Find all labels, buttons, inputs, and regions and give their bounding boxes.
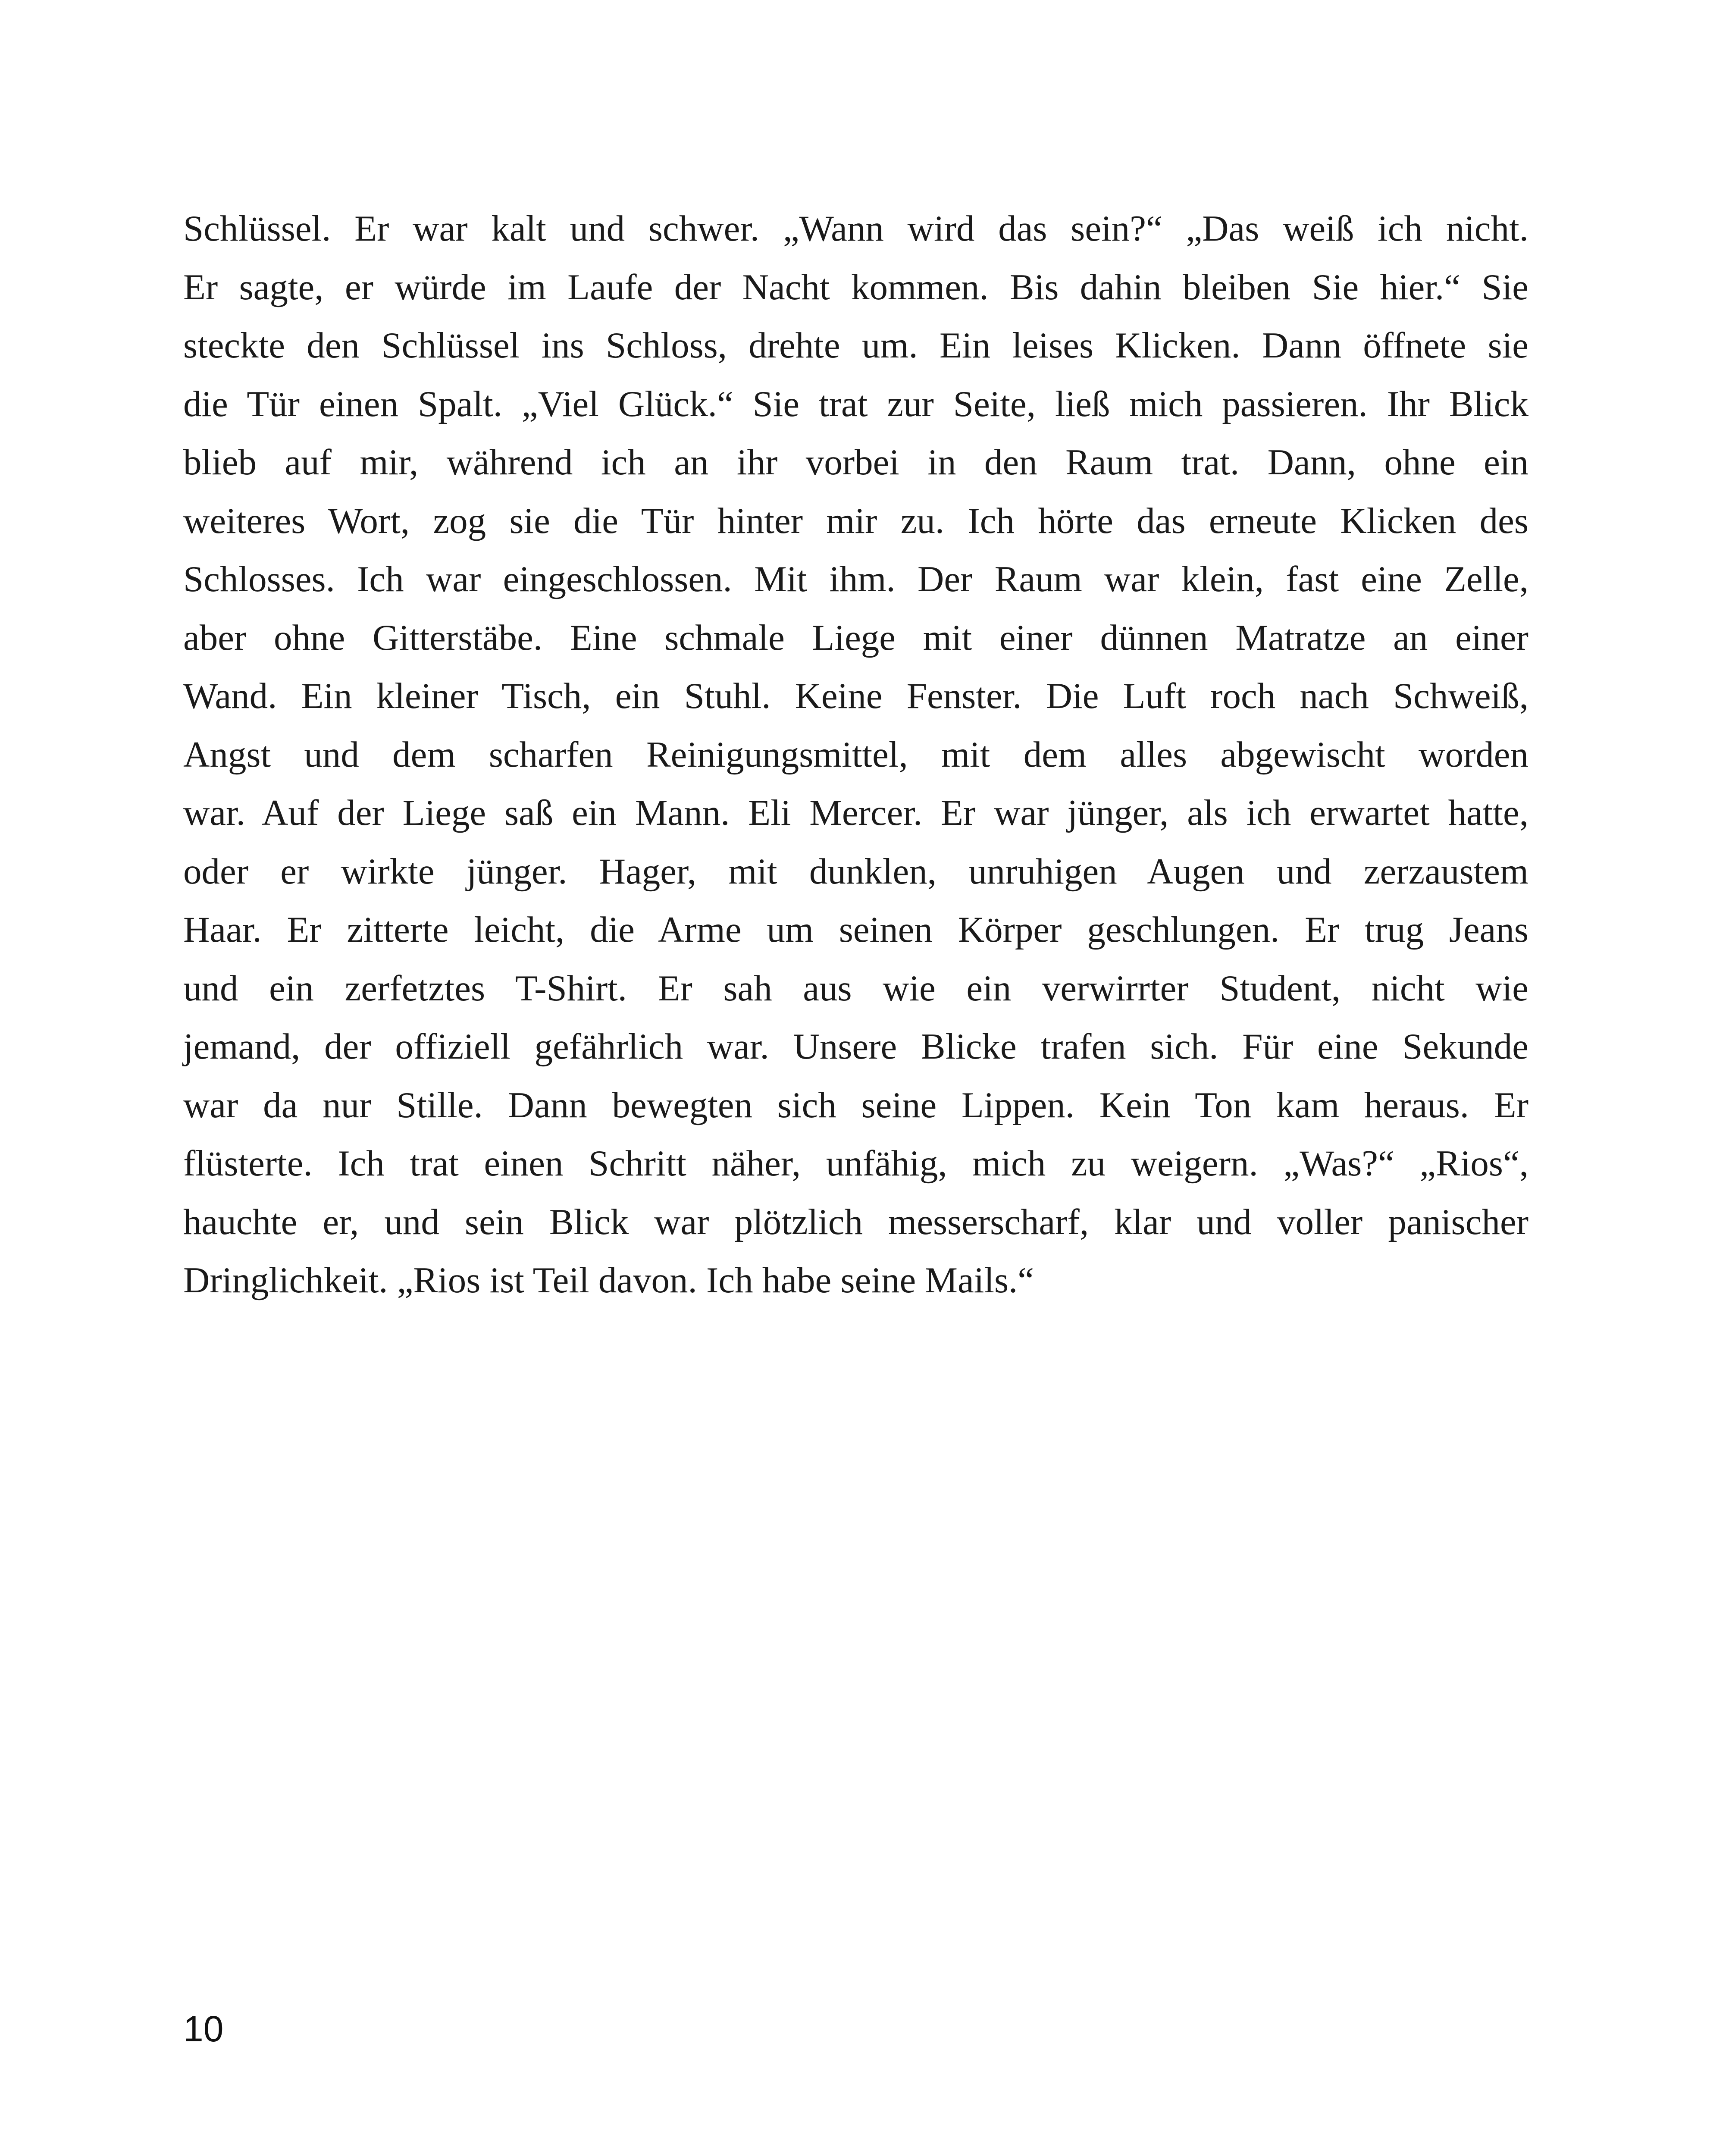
- text-line: hauchte er, und sein Blick war plötzlich messerscharf, klar und voller panischer: [183, 1201, 1528, 1242]
- body-paragraph: [183, 200, 1528, 1310]
- text-line: Wand. Ein kleiner Tisch, ein Stuhl. Keine Fenster. Die Luft roch nach Schweiß,: [183, 676, 1528, 716]
- text-line: Schlosses. Ich war eingeschlossen. Mit ihm. Der Raum war klein, fast eine Zelle,: [183, 559, 1528, 599]
- text-line: war da nur Stille. Dann bewegten sich seine Lippen. Kein Ton kam heraus. Er: [183, 1084, 1528, 1125]
- page-number: 10: [183, 2009, 224, 2049]
- text-line: jemand, der offiziell gefährlich war. Unsere Blicke trafen sich. Für eine Sekunde: [183, 1026, 1528, 1067]
- text-line: Schlüssel. Er war kalt und schwer. „Wann wird das sein?“ „Das weiß ich nicht.: [183, 208, 1528, 249]
- text-line: war. Auf der Liege saß ein Mann. Eli Mercer. Er war jünger, als ich erwartet hatte,: [183, 793, 1528, 833]
- text-line: weiteres Wort, zog sie die Tür hinter mir zu. Ich hörte das erneute Klicken des: [183, 500, 1528, 541]
- text-line: Haar. Er zitterte leicht, die Arme um seinen Körper geschlungen. Er trug Jeans: [183, 909, 1528, 950]
- text-line: Dringlichkeit. „Rios ist Teil davon. Ich habe seine Mails.“: [183, 1260, 1034, 1300]
- text-line: oder er wirkte jünger. Hager, mit dunklen, unruhigen Augen und zerzaustem: [183, 851, 1528, 892]
- text-line: Er sagte, er würde im Laufe der Nacht kommen. Bis dahin bleiben Sie hier.“ Sie: [183, 266, 1528, 307]
- text-line: blieb auf mir, während ich an ihr vorbei in den Raum trat. Dann, ohne ein: [183, 442, 1528, 483]
- text-line: steckte den Schlüssel ins Schloss, drehte um. Ein leises Klicken. Dann öffnete sie: [183, 325, 1528, 366]
- text-line: die Tür einen Spalt. „Viel Glück.“ Sie trat zur Seite, ließ mich passieren. Ihr Blick: [183, 383, 1528, 424]
- text-line: flüsterte. Ich trat einen Schritt näher, unfähig, mich zu weigern. „Was?“ „Rios“,: [183, 1143, 1528, 1184]
- text-line: und ein zerfetztes T-Shirt. Er sah aus wie ein verwirrter Student, nicht wie: [183, 968, 1528, 1009]
- text-line: Angst und dem scharfen Reinigungsmittel, mit dem alles abgewischt worden: [183, 734, 1528, 775]
- text-line: aber ohne Gitterstäbe. Eine schmale Liege mit einer dünnen Matratze an einer: [183, 617, 1528, 658]
